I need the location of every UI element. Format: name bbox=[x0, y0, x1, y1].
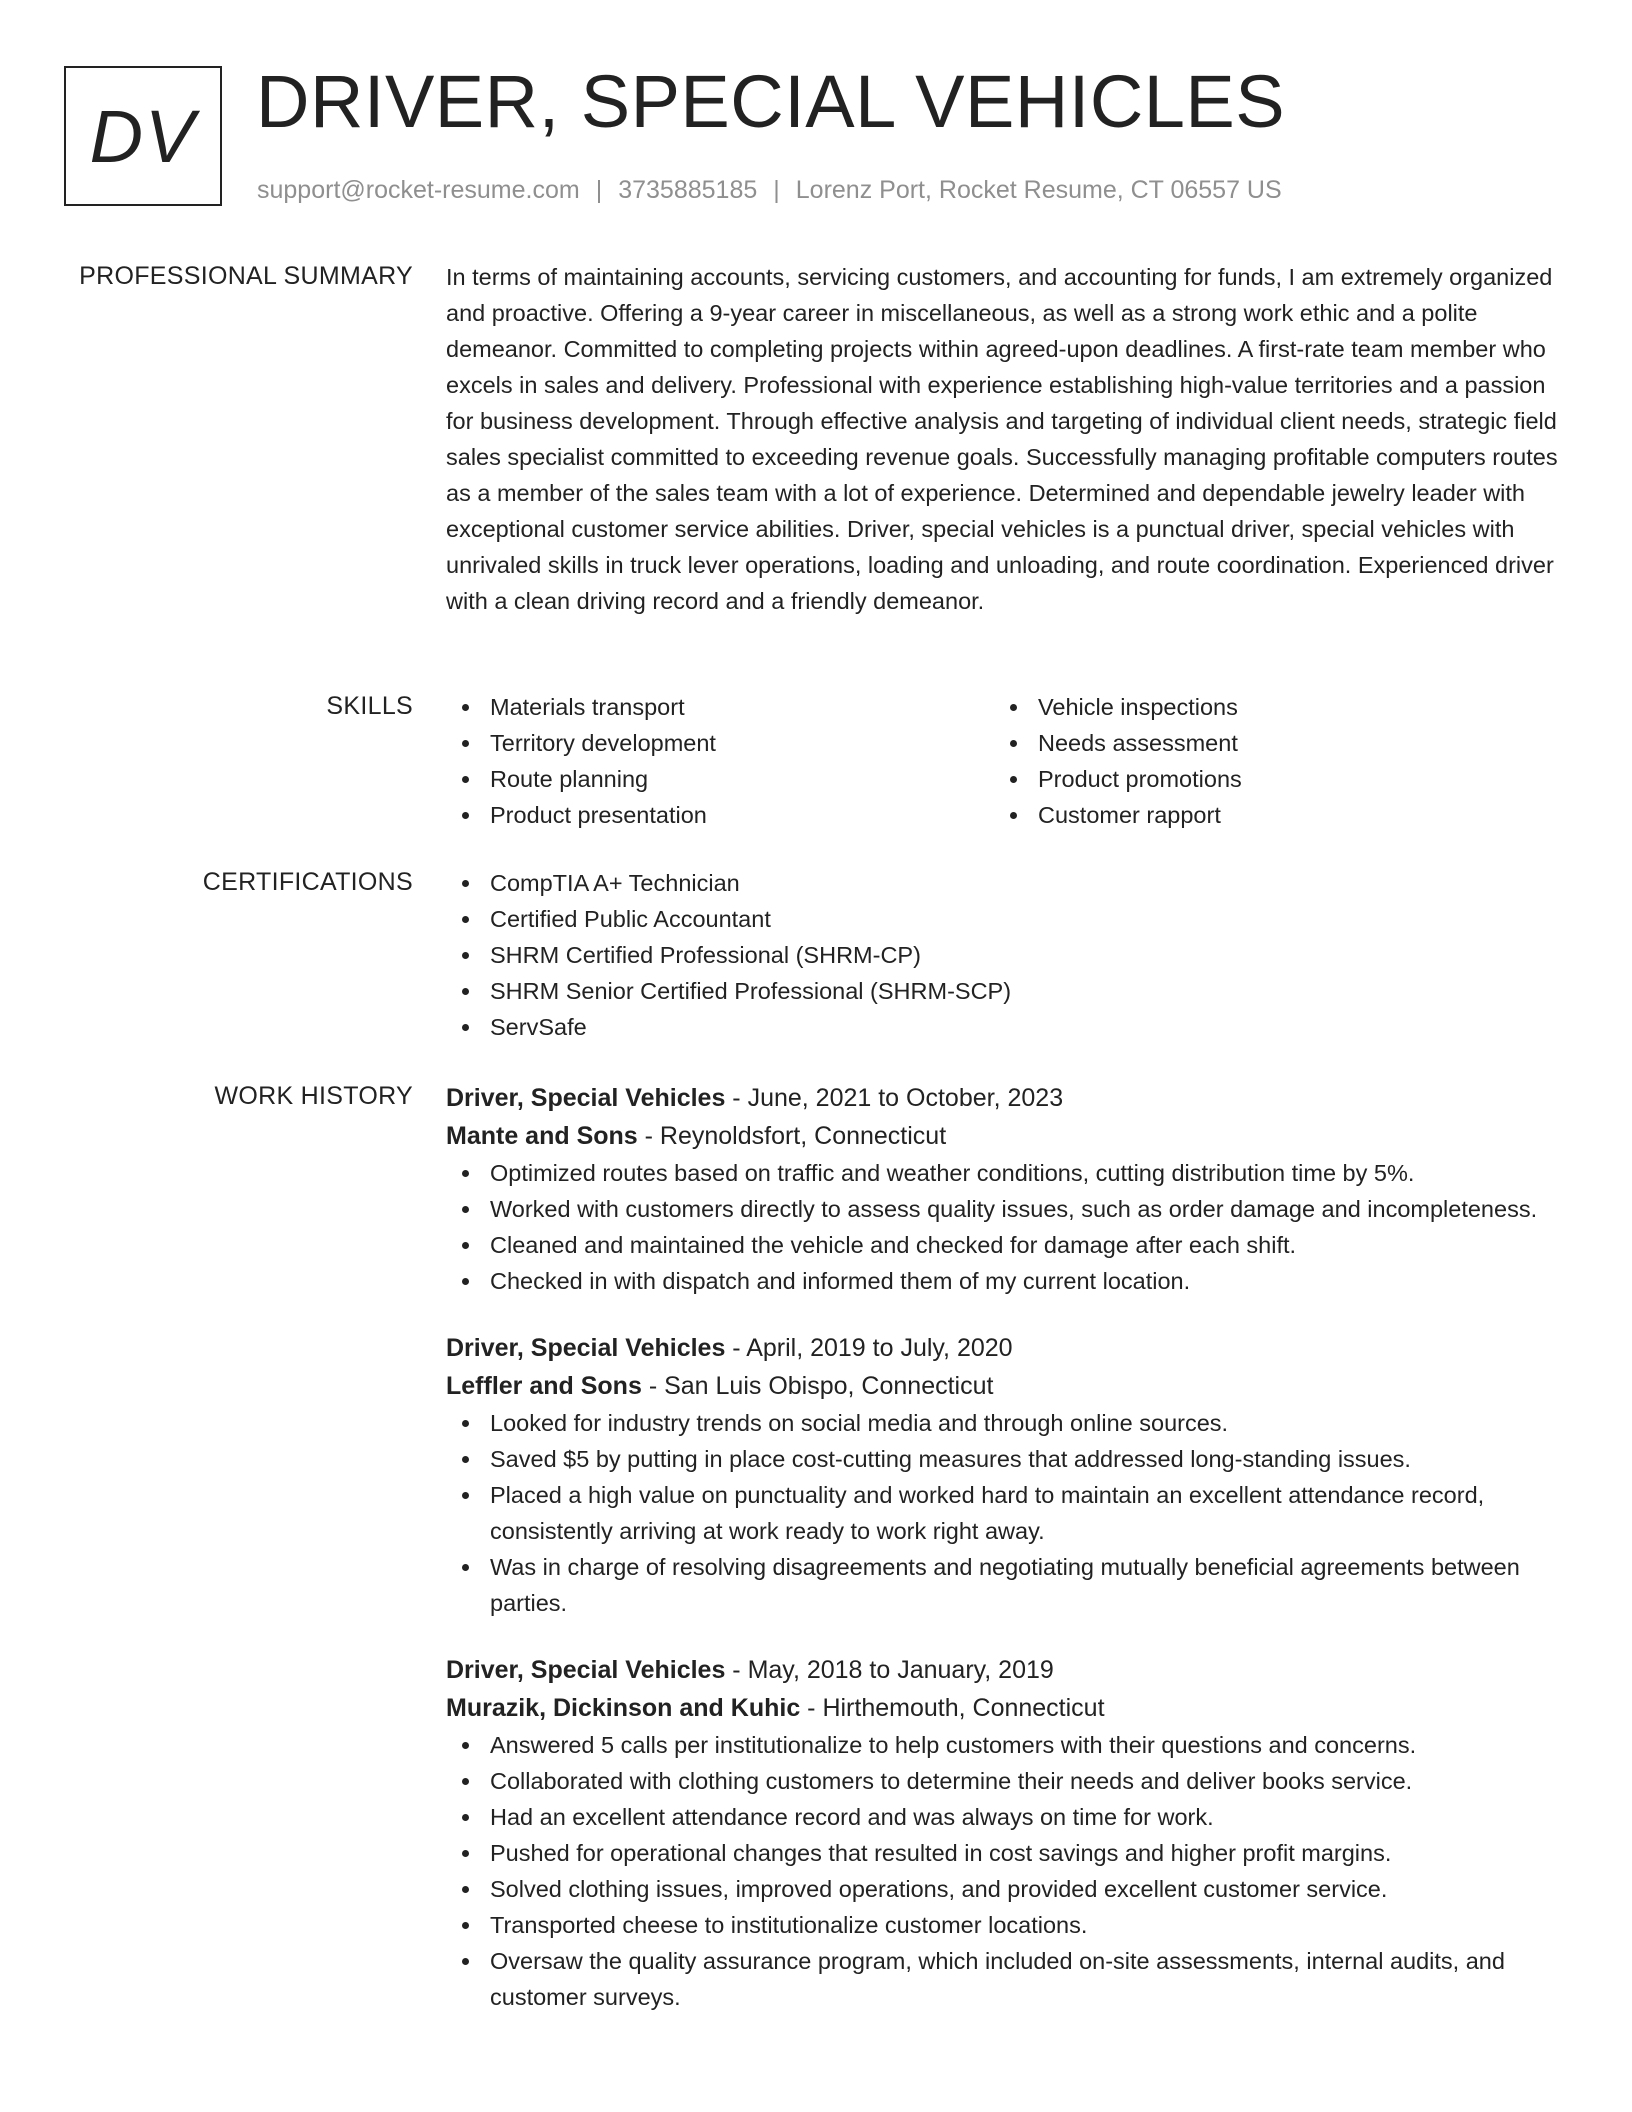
job-company: Murazik, Dickinson and Kuhic bbox=[446, 1694, 801, 1722]
skills-grid bbox=[446, 689, 1561, 833]
job-title-line bbox=[446, 1651, 1561, 1689]
certification-item: Certified Public Accountant bbox=[446, 901, 1561, 937]
skills-column-right bbox=[994, 689, 1542, 833]
job-bullet: Looked for industry trends on social media and through online sources. bbox=[446, 1405, 1561, 1441]
skill-item: Product promotions bbox=[994, 761, 1542, 797]
skill-item: Product presentation bbox=[446, 797, 994, 833]
skill-item: Vehicle inspections bbox=[994, 689, 1542, 725]
job-bullet: Was in charge of resolving disagreements and negotiating mutually beneficial agreements between parties. bbox=[446, 1549, 1561, 1621]
job-bullet: Cleaned and maintained the vehicle and checked for damage after each shift. bbox=[446, 1227, 1561, 1263]
job-company-line bbox=[446, 1117, 1561, 1155]
section-label-summary: PROFESSIONAL SUMMARY bbox=[79, 262, 413, 290]
certification-item: ServSafe bbox=[446, 1009, 1561, 1045]
job-entry bbox=[446, 1651, 1561, 2015]
certifications-body bbox=[446, 865, 1561, 1045]
skill-item: Materials transport bbox=[446, 689, 994, 725]
skill-item: Needs assessment bbox=[994, 725, 1542, 761]
job-bullet: Had an excellent attendance record and was always on time for work. bbox=[446, 1799, 1561, 1835]
job-company-line bbox=[446, 1367, 1561, 1405]
job-title: Driver, Special Vehicles bbox=[446, 1656, 726, 1684]
contact-address: Lorenz Port, Rocket Resume, CT 06557 US bbox=[795, 176, 1282, 204]
job-company: Mante and Sons bbox=[446, 1122, 638, 1150]
job-bullet: Optimized routes based on traffic and weather conditions, cutting distribution time by 5%. bbox=[446, 1155, 1561, 1191]
skill-item: Route planning bbox=[446, 761, 994, 797]
monogram-logo: DV bbox=[64, 66, 222, 206]
job-bullet: Collaborated with clothing customers to determine their needs and deliver books service. bbox=[446, 1763, 1561, 1799]
contact-separator: | bbox=[773, 176, 780, 204]
contact-phone: 3735885185 bbox=[618, 176, 758, 204]
resume-title: DRIVER, SPECIAL VEHICLES bbox=[256, 60, 1286, 143]
certification-item: SHRM Certified Professional (SHRM-CP) bbox=[446, 937, 1561, 973]
contact-line bbox=[257, 175, 1282, 205]
job-location: - Reynoldsfort, Connecticut bbox=[637, 1122, 947, 1150]
certification-item: SHRM Senior Certified Professional (SHRM-SCP) bbox=[446, 973, 1561, 1009]
job-bullet: Answered 5 calls per institutionalize to help customers with their questions and concerns. bbox=[446, 1727, 1561, 1763]
contact-separator: | bbox=[595, 176, 603, 204]
job-dates: - June, 2021 to October, 2023 bbox=[725, 1084, 1064, 1112]
job-bullets bbox=[446, 1727, 1561, 2015]
job-bullet: Transported cheese to institutionalize customer locations. bbox=[446, 1907, 1561, 1943]
skill-item: Territory development bbox=[446, 725, 994, 761]
job-location: - Hirthemouth, Connecticut bbox=[800, 1694, 1105, 1722]
job-location: - San Luis Obispo, Connecticut bbox=[641, 1372, 994, 1400]
certification-item: CompTIA A+ Technician bbox=[446, 865, 1561, 901]
job-bullet: Placed a high value on punctuality and worked hard to maintain an excellent attendance record, consistently arriving at work ready to work right away. bbox=[446, 1477, 1561, 1549]
section-label-work-history: WORK HISTORY bbox=[214, 1082, 413, 1110]
section-label-skills: SKILLS bbox=[326, 692, 413, 720]
job-bullet: Oversaw the quality assurance program, which included on-site assessments, internal audits, and customer surveys. bbox=[446, 1943, 1561, 2015]
job-entry bbox=[446, 1079, 1561, 1299]
job-dates: - May, 2018 to January, 2019 bbox=[725, 1656, 1054, 1684]
job-bullet: Solved clothing issues, improved operations, and provided excellent customer service. bbox=[446, 1871, 1561, 1907]
job-bullet: Checked in with dispatch and informed them of my current location. bbox=[446, 1263, 1561, 1299]
job-title: Driver, Special Vehicles bbox=[446, 1084, 726, 1112]
job-bullet: Worked with customers directly to assess quality issues, such as order damage and incompleteness. bbox=[446, 1191, 1561, 1227]
job-company: Leffler and Sons bbox=[446, 1372, 642, 1400]
skills-body bbox=[446, 689, 1561, 833]
contact-email: support@rocket-resume.com bbox=[257, 176, 580, 204]
work-history-body bbox=[446, 1079, 1561, 2045]
section-label-certifications: CERTIFICATIONS bbox=[202, 868, 413, 896]
job-bullet: Pushed for operational changes that resulted in cost savings and higher profit margins. bbox=[446, 1835, 1561, 1871]
job-bullets bbox=[446, 1155, 1561, 1299]
job-title: Driver, Special Vehicles bbox=[446, 1334, 726, 1362]
summary-body bbox=[446, 259, 1561, 619]
certifications-list bbox=[446, 865, 1561, 1045]
job-dates: - April, 2019 to July, 2020 bbox=[725, 1334, 1013, 1362]
job-title-line bbox=[446, 1329, 1561, 1367]
skills-column-left bbox=[446, 689, 994, 833]
job-bullet: Saved $5 by putting in place cost-cutting measures that addressed long-standing issues. bbox=[446, 1441, 1561, 1477]
job-bullets bbox=[446, 1405, 1561, 1621]
skill-item: Customer rapport bbox=[994, 797, 1542, 833]
job-entry bbox=[446, 1329, 1561, 1621]
summary-text: In terms of maintaining accounts, servicing customers, and accounting for funds, I am extremely organized and proactive. Offering a 9-year career in miscellaneous, as well as a strong work ethic and a polite demeanor. Committed to completing projects within agreed-upon deadlines. A first-rate team member who excels in sales and delivery. Professional with experience establishing high-value territories and a passion for business development. Through effective analysis and targeting of individual client needs, strategic field sales specialist committed to exceeding revenue goals. Successfully managing profitable computers routes as a member of the sales team with a lot of experience. Determined and dependable jewelry leader with exceptional customer service abilities. Driver, special vehicles is a punctual driver, special vehicles with unrivaled skills in truck lever operations, loading and unloading, and route coordination. Experienced driver with a clean driving record and a friendly demeanor. bbox=[446, 264, 1558, 614]
job-title-line bbox=[446, 1079, 1561, 1117]
job-company-line bbox=[446, 1689, 1561, 1727]
